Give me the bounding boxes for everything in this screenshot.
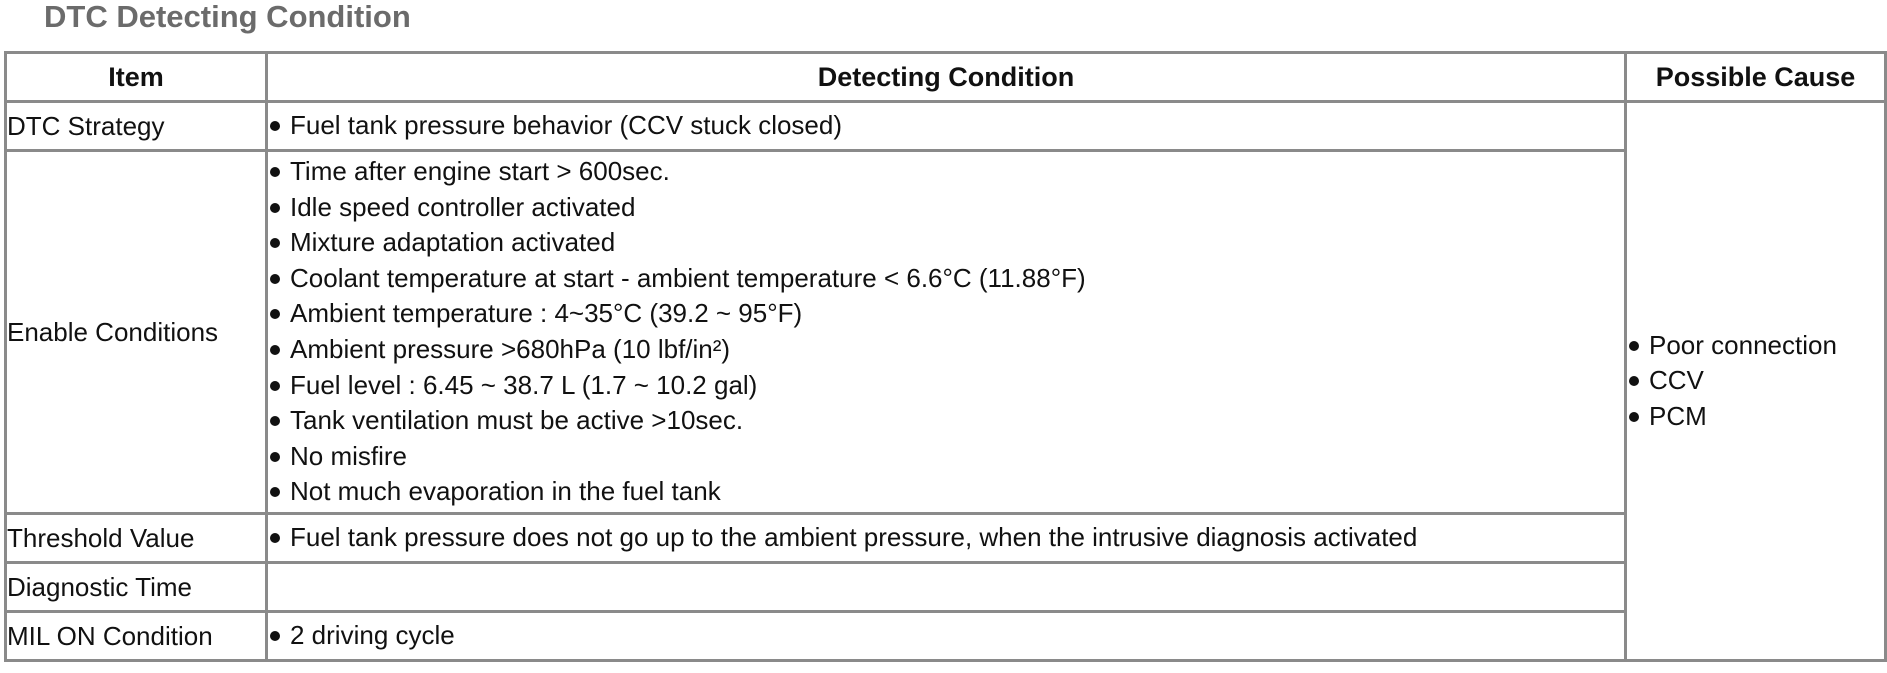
table-row-mil-on-condition: [6, 612, 1886, 661]
page-title: DTC Detecting Condition: [44, 0, 411, 34]
row-conditions: [267, 151, 1626, 514]
condition-item: No misfire: [268, 439, 1624, 475]
row-conditions-empty: [267, 563, 1626, 612]
row-conditions: [267, 514, 1626, 563]
table-header-row: [6, 53, 1886, 102]
condition-item: Ambient temperature : 4~35°C (39.2 ~ 95°F): [268, 296, 1624, 332]
table-row-threshold-value: [6, 514, 1886, 563]
condition-item: Tank ventilation must be active >10sec.: [268, 403, 1624, 439]
row-item-label: MIL ON Condition: [6, 612, 267, 661]
row-item-label: Diagnostic Time: [6, 563, 267, 612]
condition-item: 2 driving cycle: [268, 618, 1624, 654]
table-row-dtc-strategy: [6, 102, 1886, 151]
condition-item: Idle speed controller activated: [268, 190, 1624, 226]
condition-item: Ambient pressure >680hPa (10 lbf/in²): [268, 332, 1624, 368]
cause-item: CCV: [1627, 363, 1884, 399]
condition-item: Fuel tank pressure behavior (CCV stuck closed): [268, 108, 1624, 144]
condition-item: Coolant temperature at start - ambient temperature < 6.6°C (11.88°F): [268, 261, 1624, 297]
condition-item: Fuel level : 6.45 ~ 38.7 L (1.7 ~ 10.2 gal): [268, 368, 1624, 404]
dtc-condition-table: [4, 51, 1887, 662]
row-conditions: [267, 102, 1626, 151]
condition-item: Mixture adaptation activated: [268, 225, 1624, 261]
table-row-diagnostic-time: [6, 563, 1886, 612]
header-possible-cause: Possible Cause: [1626, 53, 1886, 102]
table-row-enable-conditions: [6, 151, 1886, 514]
condition-item: Time after engine start > 600sec.: [268, 154, 1624, 190]
row-conditions: [267, 612, 1626, 661]
cause-item: PCM: [1627, 399, 1884, 435]
condition-item: Not much evaporation in the fuel tank: [268, 474, 1624, 510]
header-detecting-condition: Detecting Condition: [267, 53, 1626, 102]
row-item-label: DTC Strategy: [6, 102, 267, 151]
row-item-label: Enable Conditions: [6, 151, 267, 514]
cause-item: Poor connection: [1627, 328, 1884, 364]
row-item-label: Threshold Value: [6, 514, 267, 563]
header-item: Item: [6, 53, 267, 102]
condition-item: Fuel tank pressure does not go up to the ambient pressure, when the intrusive diagnosis activated: [268, 520, 1624, 556]
possible-cause-cell: [1626, 102, 1886, 661]
